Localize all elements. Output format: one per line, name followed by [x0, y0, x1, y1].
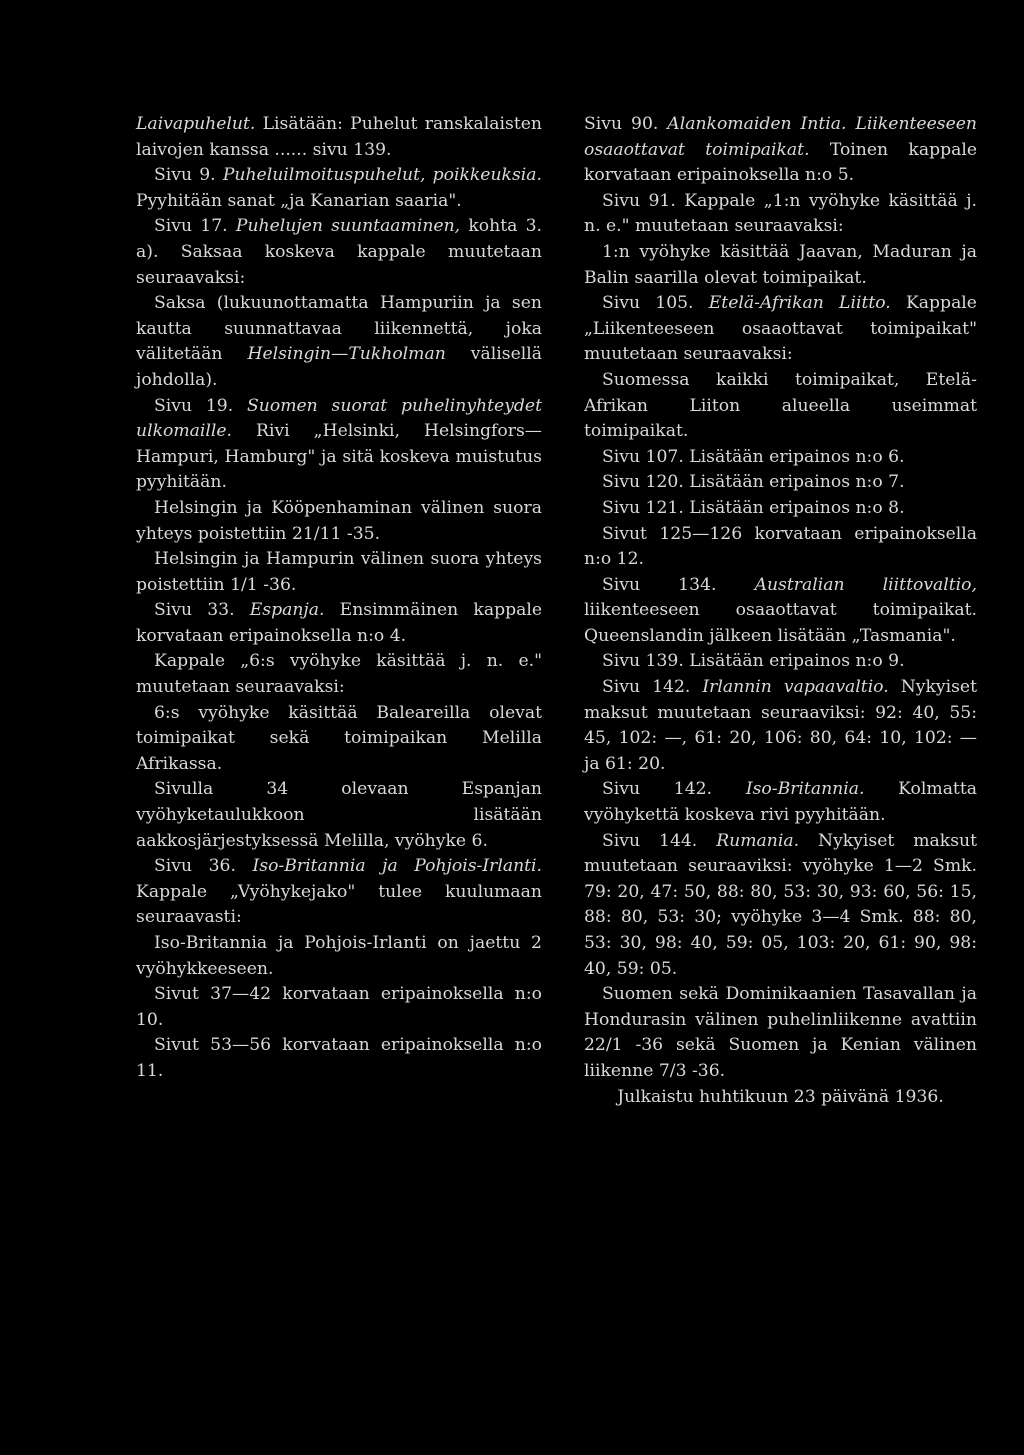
paragraph [136, 496, 542, 547]
paragraph-text: Sivut 125—126 korvataan eripainoksella n:o 12. [584, 523, 977, 570]
italic-heading: Australian liittovaltio, [754, 574, 977, 595]
paragraph [136, 854, 542, 931]
paragraph-text: Nykyiset maksut muutetaan seuraaviksi: vyöhyke 1—2 Smk. 79: 20, 47: 50, 88: 80, 53: 30, 93: 60, 56: 15, 88: 80, 53: 30; vyöhyke 3—4 Smk. 88: 80, 53: 30, 98: 40, 59: 05, 103: 20, 61: 90, 98: 40, 59: 05. [584, 830, 978, 979]
paragraph [584, 1085, 977, 1111]
paragraph [136, 777, 542, 854]
paragraph-text: Kappale „Vyöhykejako" tulee kuulumaan seuraavasti: [136, 881, 542, 928]
paragraph-text: Sivu 120. Lisätään eripainos n:o 7. [602, 472, 905, 493]
paragraph [136, 931, 542, 982]
italic-heading: Etelä-Afrikan Liitto. [708, 293, 891, 314]
paragraph-text: Suomessa kaikki toimipaikat, Etelä-Afrikan Liiton alueella useimmat toimipaikat. [584, 369, 977, 442]
paragraph-text: Pyyhitään sanat „ja Kanarian saaria". [136, 190, 462, 211]
paragraph-text: 1:n vyöhyke käsittää Jaavan, Maduran ja Balin saarilla olevat toimipaikat. [584, 241, 977, 288]
paragraph-text: Helsingin ja Hampurin välinen suora yhteys poistettiin 1/1 -36. [136, 549, 542, 595]
paragraph [136, 649, 542, 700]
paragraph [584, 496, 977, 522]
italic-heading: Suomen suorat puhelinyhteydet ulkomaille. [136, 395, 543, 442]
paragraph-text: Suomen sekä Dominikaanien Tasavallan ja Hondurasin välinen puhelinliikenne avattiin 22/1 -36 sekä Suomen ja Kenian välinen liikenne 7/3 -36. [584, 984, 977, 1081]
paragraph-text: Sivu 139. Lisätään eripainos n:o 9. [602, 651, 905, 672]
paragraph [584, 189, 977, 240]
paragraph-text: Sivulla 34 olevaan Espanjan vyöhyketaulukkoon lisätään aakkosjärjestyksessä Melilla, vyöhyke 6. [136, 779, 542, 851]
paragraph-text: Sivut 53—56 korvataan eripainoksella n:o 11. [136, 1035, 542, 1081]
paragraph [584, 675, 977, 777]
paragraph-text: Kolmatta vyöhykettä koskeva rivi pyyhitään. [584, 779, 977, 826]
paragraph-text: Sivu 19. [154, 395, 248, 416]
paragraph [584, 829, 977, 983]
italic-heading: Puhelujen suuntaaminen, [235, 216, 461, 237]
paragraph-text: Sivu 142. [602, 677, 703, 698]
paragraph [136, 394, 542, 496]
paragraph [584, 470, 977, 496]
paragraph [584, 112, 977, 189]
paragraph-text: kohta 3. a). Saksaa koskeva kappale muutetaan seuraavaksi: [136, 216, 543, 288]
paragraph-text: Nykyiset maksut muutetaan seuraaviksi: 92: 40, 55: 45, 102: —, 61: 20, 106: 80, 64: 10, 102: — ja 61: 20. [584, 677, 978, 774]
paragraph-text: Toinen kappale korvataan eripainoksella n:o 5. [584, 139, 977, 186]
paragraph-text: Sivu 105. [602, 293, 709, 314]
paragraph-text: Sivu 9. [154, 165, 223, 186]
italic-heading: Irlannin vapaavaltio. [702, 677, 889, 698]
italic-heading: Alankomaiden Intia. Liikenteeseen osaaottavat toimipaikat. [584, 114, 977, 160]
paragraph-text: Sivu 142. [602, 779, 746, 800]
paragraph [584, 368, 977, 445]
paragraph [136, 291, 542, 393]
paragraph [584, 777, 977, 828]
paragraph [136, 598, 542, 649]
paragraph [136, 214, 542, 291]
paragraph [136, 547, 542, 598]
italic-heading: Laivapuhelut. [136, 114, 256, 134]
italic-heading: Iso-Britannia. [745, 779, 865, 800]
paragraph [136, 1033, 542, 1084]
paragraph [136, 163, 542, 214]
paragraph-text: välisellä johdolla). [136, 344, 542, 390]
paragraph-text: Saksa (lukuunottamatta Hampuriin ja sen kautta suunnattavaa liikennettä, joka välitetään [136, 293, 542, 365]
paragraph-text: Sivu 107. Lisätään eripainos n:o 6. [602, 446, 905, 467]
paragraph-text: Sivu 144. [602, 830, 717, 851]
paragraph-text: Sivut 37—42 korvataan eripainoksella n:o 10. [136, 984, 542, 1030]
paragraph-text: Lisätään: Puhelut ranskalaisten laivojen kanssa ...... sivu 139. [136, 114, 542, 160]
right-column [584, 112, 977, 1110]
paragraph [584, 240, 977, 291]
italic-heading: Helsingin—Tukholman [247, 344, 446, 365]
paragraph [584, 573, 977, 650]
paragraph-text: Kappale „6:s vyöhyke käsittää j. n. e." muutetaan seuraavaksi: [136, 651, 542, 698]
paragraph [584, 522, 977, 573]
paragraph [584, 445, 977, 471]
paragraph-text: Helsingin ja Kööpenhaminan välinen suora yhteys poistettiin 21/11 -35. [136, 497, 542, 544]
left-column [136, 112, 542, 1085]
paragraph [584, 291, 977, 368]
paragraph-text: Kappale „Liikenteeseen osaaottavat toimipaikat" muutetaan seuraavaksi: [584, 293, 977, 365]
paragraph [584, 982, 977, 1084]
paragraph-text: Iso-Britannia ja Pohjois-Irlanti on jaettu 2 vyöhykkeeseen. [136, 933, 542, 979]
paragraph-text: Julkaistu huhtikuun 23 päivänä 1936. [617, 1086, 944, 1107]
paragraph-text: Sivu 91. Kappale „1:n vyöhyke käsittää j. n. e." muutetaan seuraavaksi: [584, 190, 977, 237]
paragraph [584, 649, 977, 675]
italic-heading: Espanja. [249, 600, 325, 621]
paragraph-text: Sivu 90. [584, 114, 668, 134]
italic-heading: Puheluilmoituspuhelut, poikkeuksia. [222, 165, 542, 186]
paragraph [136, 112, 542, 163]
italic-heading: Iso-Britannia ja Pohjois-Irlanti. [252, 856, 543, 877]
paragraph-text: Sivu 36. [154, 856, 253, 877]
paragraph [136, 982, 542, 1033]
paragraph-text: Sivu 121. Lisätään eripainos n:o 8. [602, 497, 905, 518]
paragraph-text: Sivu 33. [154, 600, 250, 621]
paragraph-text: Sivu 134. [602, 574, 755, 595]
paragraph-text: Sivu 17. [154, 216, 236, 237]
paragraph [136, 701, 542, 778]
paragraph-text: Ensimmäinen kappale korvataan eripainoksella n:o 4. [136, 600, 543, 646]
paragraph-text: Rivi „Helsinki, Helsingfors— Hampuri, Hamburg" ja sitä koskeva muistutus pyyhitään. [136, 421, 542, 493]
paragraph-text: 6:s vyöhyke käsittää Baleareilla olevat toimipaikat sekä toimipaikan Melilla Afrikassa. [136, 702, 542, 774]
italic-heading: Rumania. [716, 830, 800, 851]
paragraph-text: liikenteeseen osaaottavat toimipaikat. Queenslandin jälkeen lisätään „Tasmania". [584, 600, 977, 646]
